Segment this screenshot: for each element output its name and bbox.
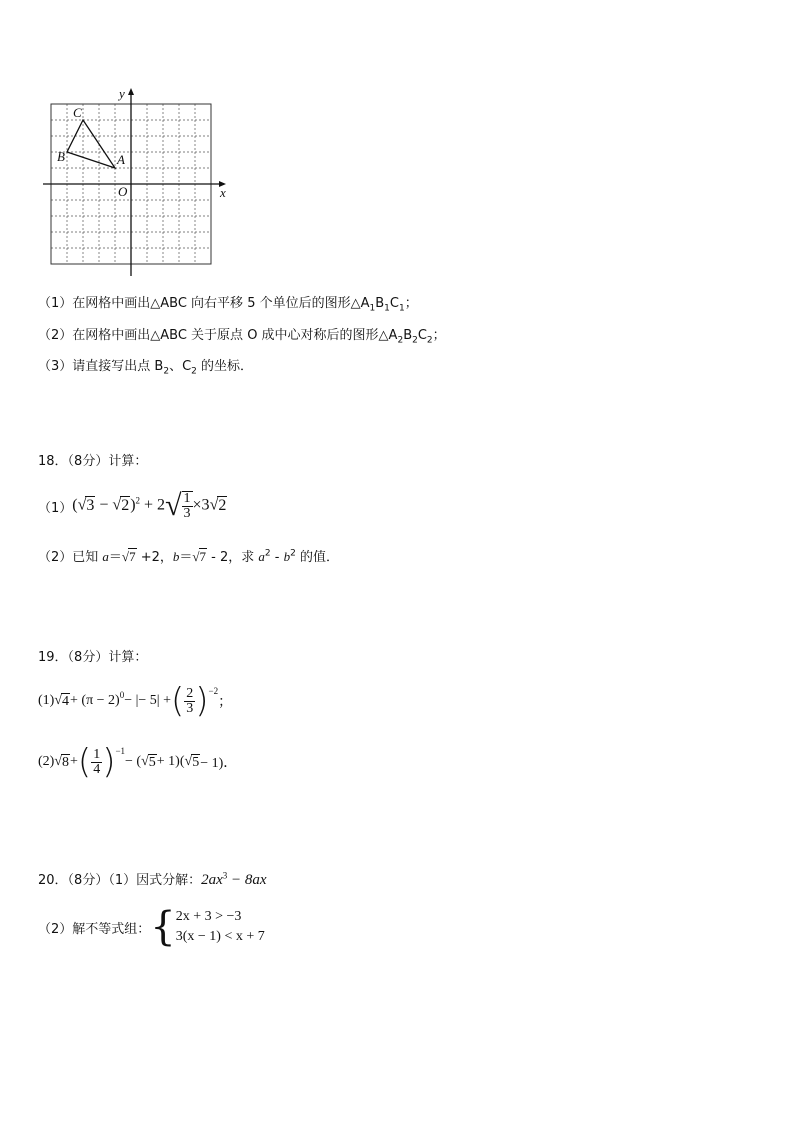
q18-part2 xyxy=(38,546,339,565)
q18-part2-end: 的值． xyxy=(295,550,339,565)
q17-part2-sub: 2 xyxy=(426,335,433,346)
q17-part2-end: ； xyxy=(432,328,446,343)
q17-part2-c: C xyxy=(417,328,427,343)
q20-part2 xyxy=(38,904,265,950)
q17-part2 xyxy=(38,324,446,346)
q20-expr: − 8ax xyxy=(227,872,267,888)
q17-part3-text: （3）请直接写出点 B xyxy=(38,359,164,374)
exponent: 2 xyxy=(135,495,141,506)
q20-part2-label: （2）解不等式组： xyxy=(38,921,151,937)
times-term: ×3 xyxy=(192,496,210,514)
expr-part: − |− 5| + xyxy=(124,693,171,708)
paren-close: ) xyxy=(102,742,116,782)
coordinate-grid-figure xyxy=(40,86,240,281)
minus-sign: - xyxy=(270,550,284,565)
q17-part1-end: ； xyxy=(404,296,418,311)
sqrt-sign: √ xyxy=(192,549,200,564)
paren-open: ( xyxy=(171,681,185,721)
q19-part2 xyxy=(38,740,237,784)
q18-part2-label: （2）已知 xyxy=(38,550,103,565)
sqrt-sign: √ xyxy=(141,754,149,769)
minus-two: - 2，求 xyxy=(207,550,259,565)
plus-two: +2， xyxy=(136,550,173,565)
exponent: 3 xyxy=(222,870,228,881)
q17-part3 xyxy=(38,355,253,377)
sqrt-sign: √ xyxy=(184,754,193,769)
expr-part: − ( xyxy=(125,754,142,769)
radicand: 4 xyxy=(62,693,70,709)
q17-part1-text: （1）在网格中画出△ABC 向右平移 5 个单位后的图形△A xyxy=(38,296,370,311)
var-b: b xyxy=(172,549,180,564)
expr-part: + 1)( xyxy=(156,754,185,769)
paren-close: ) xyxy=(130,496,136,514)
q19-part1-end: ； xyxy=(218,695,233,710)
exponent: 2 xyxy=(264,548,271,559)
fraction-numerator: 1 xyxy=(183,491,191,506)
q18-part1 xyxy=(38,484,227,528)
sqrt-sign: √ xyxy=(209,496,219,514)
q17-part3-sub: 2 xyxy=(191,366,197,377)
exponent: 2 xyxy=(290,548,296,559)
paren-open: ( xyxy=(77,742,92,782)
fraction xyxy=(184,687,195,716)
q20-expr: 2ax xyxy=(201,872,223,888)
point-c-label: C xyxy=(73,105,82,120)
q19-part2-label: (2) xyxy=(38,754,55,769)
q20-title-text: 20．（8分）（1）因式分解： xyxy=(38,873,202,888)
sqrt-sign: √ xyxy=(54,693,63,708)
q17-part2-sub: 2 xyxy=(412,335,418,346)
triangle-abc xyxy=(67,120,115,168)
sqrt-sign: √ xyxy=(165,489,182,522)
fraction-denominator: 3 xyxy=(186,700,194,716)
exponent: 0 xyxy=(119,690,125,700)
exponent: −1 xyxy=(115,746,126,756)
q17-part1-sub: 1 xyxy=(398,303,405,314)
y-axis-label: y xyxy=(119,86,125,101)
point-a-label: A xyxy=(117,152,125,167)
q17-part1-sub: 1 xyxy=(384,303,390,314)
fraction xyxy=(182,491,193,521)
exponent: −2 xyxy=(208,686,219,696)
q17-part3-end: 的坐标． xyxy=(196,359,254,374)
q17-part3-sub: 2 xyxy=(163,366,170,377)
var-b: b xyxy=(283,549,291,564)
radicand: 7 xyxy=(199,549,207,564)
origin-label: O xyxy=(118,184,128,199)
q17-part2-text: （2）在网格中画出△ABC 关于原点 O 成中心对称后的图形△A xyxy=(38,328,398,343)
equals: ＝ xyxy=(108,550,122,565)
expr-part: + (π − 2) xyxy=(70,693,120,708)
q18-title: 18．（8分）计算： xyxy=(38,454,148,469)
sqrt-sign: √ xyxy=(112,496,122,514)
q17-part1-c: C xyxy=(389,296,399,311)
q19-part1 xyxy=(38,680,232,722)
minus-sign: − xyxy=(95,496,113,514)
radicand: 2 xyxy=(121,496,130,514)
var-a: a xyxy=(258,549,265,564)
radicand: 2 xyxy=(218,496,227,514)
radicand: 5 xyxy=(192,754,200,770)
q17-part1-sub: 1 xyxy=(369,303,376,314)
sqrt-sign: √ xyxy=(77,496,87,514)
paren-close: ) xyxy=(195,681,209,721)
radicand: 7 xyxy=(129,549,136,564)
var-a: a xyxy=(102,549,109,564)
fraction xyxy=(91,748,102,777)
q17-part2-b: B xyxy=(403,328,413,343)
q19-title: 19．（8分）计算： xyxy=(38,650,148,665)
q17-part2-sub: 2 xyxy=(397,335,404,346)
q18-part1-label: （1） xyxy=(38,500,73,516)
q18-part1-expr xyxy=(72,489,227,523)
q20-title xyxy=(38,869,267,889)
system-brace: { xyxy=(150,904,176,950)
equals: ＝ xyxy=(179,550,193,565)
radicand: 8 xyxy=(62,754,70,770)
inequality-2: 3(x − 1) < x + 7 xyxy=(175,929,265,944)
radicand: 3 xyxy=(86,496,95,514)
expr-part: − 1)． xyxy=(200,756,238,771)
fraction-numerator: 1 xyxy=(93,746,101,762)
q17-part1 xyxy=(38,292,418,314)
fraction-denominator: 3 xyxy=(183,506,191,521)
point-b-label: B xyxy=(57,149,65,164)
fraction-numerator: 2 xyxy=(186,685,194,701)
x-axis-label: x xyxy=(220,185,226,200)
sqrt-sign: √ xyxy=(54,754,63,769)
plus-term: + 2 xyxy=(140,496,166,514)
sqrt-sign: √ xyxy=(121,549,130,564)
y-axis-arrow xyxy=(128,88,134,95)
inequality-1: 2x + 3 > −3 xyxy=(175,909,242,924)
fraction-denominator: 4 xyxy=(93,761,101,777)
q17-part1-b: B xyxy=(375,296,385,311)
paren-open: ( xyxy=(72,496,78,514)
inequality-system xyxy=(176,907,265,947)
plus-sign: + xyxy=(70,754,78,769)
q19-part1-label: (1) xyxy=(38,693,55,708)
q17-part3-mid: 、C xyxy=(169,359,192,374)
radicand: 5 xyxy=(148,754,156,770)
